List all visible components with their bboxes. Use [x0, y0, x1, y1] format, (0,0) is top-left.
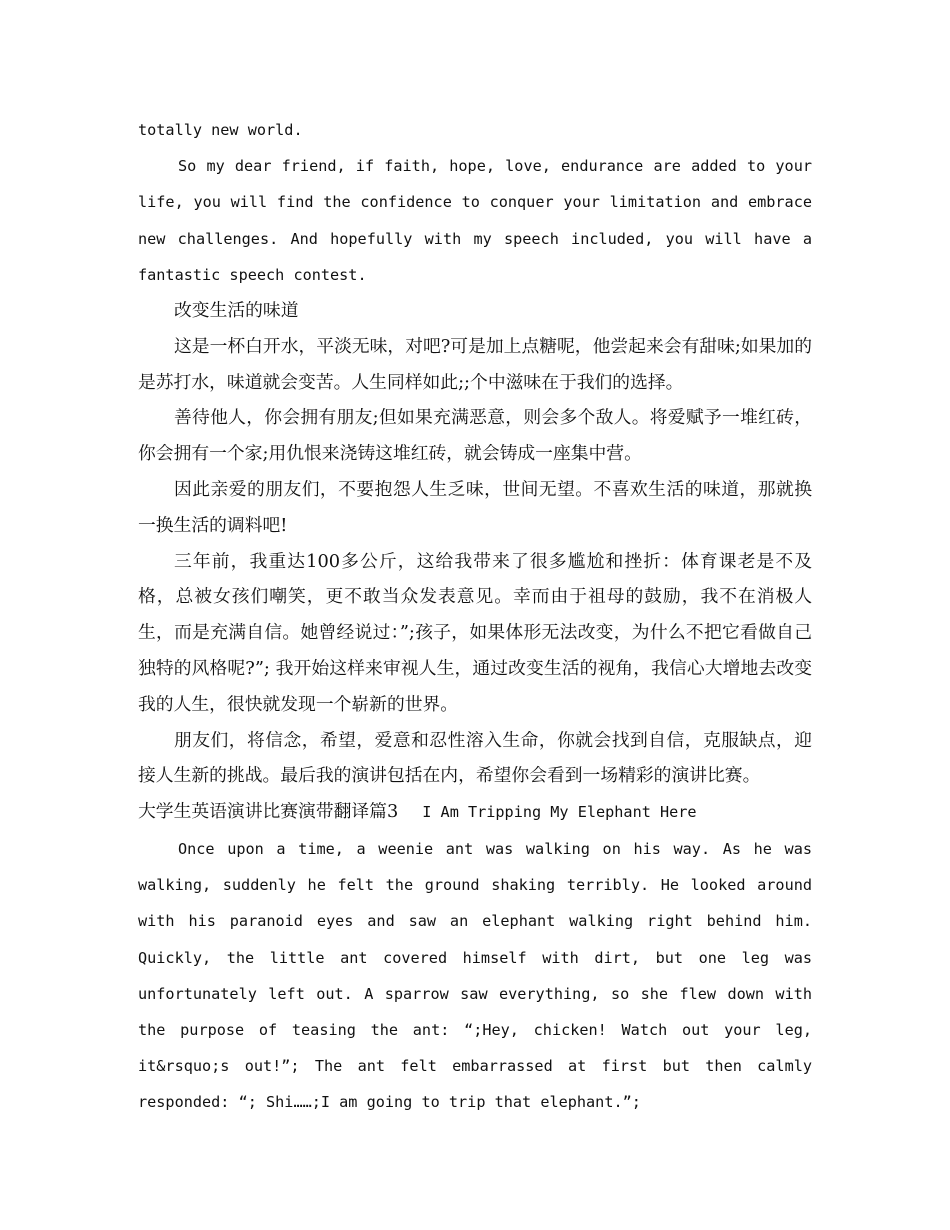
english-paragraph-story: Once upon a time, a weenie ant was walking on his way. As he was walking, suddenly he felt the ground shaking terribly. He looked around with his paranoid eyes and saw an elephant walking right behind him. Quickly, the little ant covered himself with dirt, but one leg was unfortunately left out. A sparrow saw everything, so she flew down with the purpose of teasing the ant: “;Hey, chicken! Watch out your leg, it&rsquo;s out!”; The ant felt embarrassed at first but then calmly responded: “; Shi……;I am going to trip that elephant.”;: [138, 839, 812, 1112]
english-paragraph-closing: So my dear friend, if faith, hope, love, endurance are added to your life, you will find the confidence to conquer your limitation and embrace new challenges. And hopefully with my speech included, you will have a fantastic speech contest.: [138, 157, 812, 284]
chinese-paragraph-1: 这是一杯白开水，平淡无味，对吧?可是加上点糖呢，他尝起来会有甜味;如果加的是苏打水，味道就会变苦。人生同样如此;;个中滋味在于我们的选择。: [138, 335, 812, 393]
section-heading-chinese: 大学生英语演讲比赛演带翻译篇3: [138, 801, 399, 823]
section-heading-english: I Am Tripping My Elephant Here: [422, 803, 697, 822]
section-heading: [138, 794, 812, 831]
chinese-paragraph-5: 朋友们，将信念，希望，爱意和忍性溶入生命，你就会找到自信，克服缺点，迎接人生新的挑战。最后我的演讲包括在内，希望你会看到一场精彩的演讲比赛。: [138, 729, 812, 787]
chinese-speech-title: 改变生活的味道: [174, 300, 299, 322]
document-page: [138, 112, 812, 1121]
chinese-paragraph-2: 善待他人，你会拥有朋友;但如果充满恶意，则会多个敌人。将爱赋予一堆红砖，你会拥有一个家;用仇恨来浇铸这堆红砖，就会铸成一座集中营。: [138, 407, 812, 465]
continuation-text: totally new world.: [138, 121, 303, 139]
chinese-paragraph-4: 三年前，我重达100多公斤，这给我带来了很多尴尬和挫折：体育课老是不及格，总被女孩们嘲笑，更不敢当众发表意见。幸而由于祖母的鼓励，我不在消极人生，而是充满自信。她曾经说过：”;孩子，如果体形无法改变，为什么不把它看做自己独特的风格呢?”; 我开始这样来审视人生，通过改变生活的视角，我信心大增地去改变我的人生，很快就发现一个崭新的世界。: [138, 550, 812, 715]
chinese-paragraph-3: 因此亲爱的朋友们，不要抱怨人生乏味，世间无望。不喜欢生活的味道，那就换一换生活的调料吧!: [138, 479, 812, 536]
